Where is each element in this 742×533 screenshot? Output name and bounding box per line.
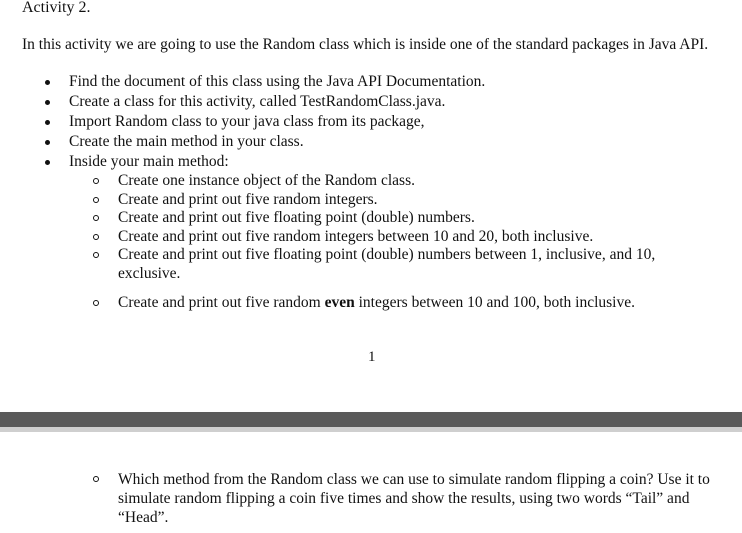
page-number: 1: [368, 349, 376, 365]
page-break-separator: [0, 412, 742, 427]
bullet-item: Inside your main method:: [69, 152, 729, 172]
activity-heading: Activity 2.: [22, 0, 91, 16]
sub-item-coin-flip: Which method from the Random class we can use to simulate random flipping a coin? Use it to simulate random flipping a coin five times and show the results, using two words “Tail” and “Head”.: [118, 470, 718, 527]
sub-item-even-integers: [118, 294, 698, 313]
bullet-item: Find the document of this class using the Java API Documentation.: [69, 72, 729, 92]
intro-paragraph: In this activity we are going to use the Random class which is inside one of the standard packages in Java API.: [22, 36, 709, 53]
sub-item: Create one instance object of the Random class.: [118, 172, 698, 191]
sub-item: Create and print out five floating point (double) numbers.: [118, 209, 698, 228]
emphasis-even: even: [324, 294, 355, 311]
task-bullet-list: [69, 72, 729, 172]
bullet-item: Create a class for this activity, called TestRandomClass.java.: [69, 92, 729, 112]
sub-item: Create and print out five random integers.: [118, 191, 698, 210]
sub-item-text: Create and print out five random: [118, 294, 325, 311]
sub-item: Create and print out five floating point (double) numbers between 1, inclusive, and 10, exclusive.: [118, 246, 698, 283]
sub-item-text: integers between 10 and 100, both inclusive.: [354, 294, 635, 311]
sub-item: Create and print out five random integers between 10 and 20, both inclusive.: [118, 228, 698, 247]
document-page-2-list: [118, 470, 718, 527]
main-method-sub-list: [118, 172, 698, 313]
bullet-item: Create the main method in your class.: [69, 132, 729, 152]
page-break-shadow: [0, 427, 742, 432]
bullet-item: Import Random class to your java class from its package,: [69, 112, 729, 132]
